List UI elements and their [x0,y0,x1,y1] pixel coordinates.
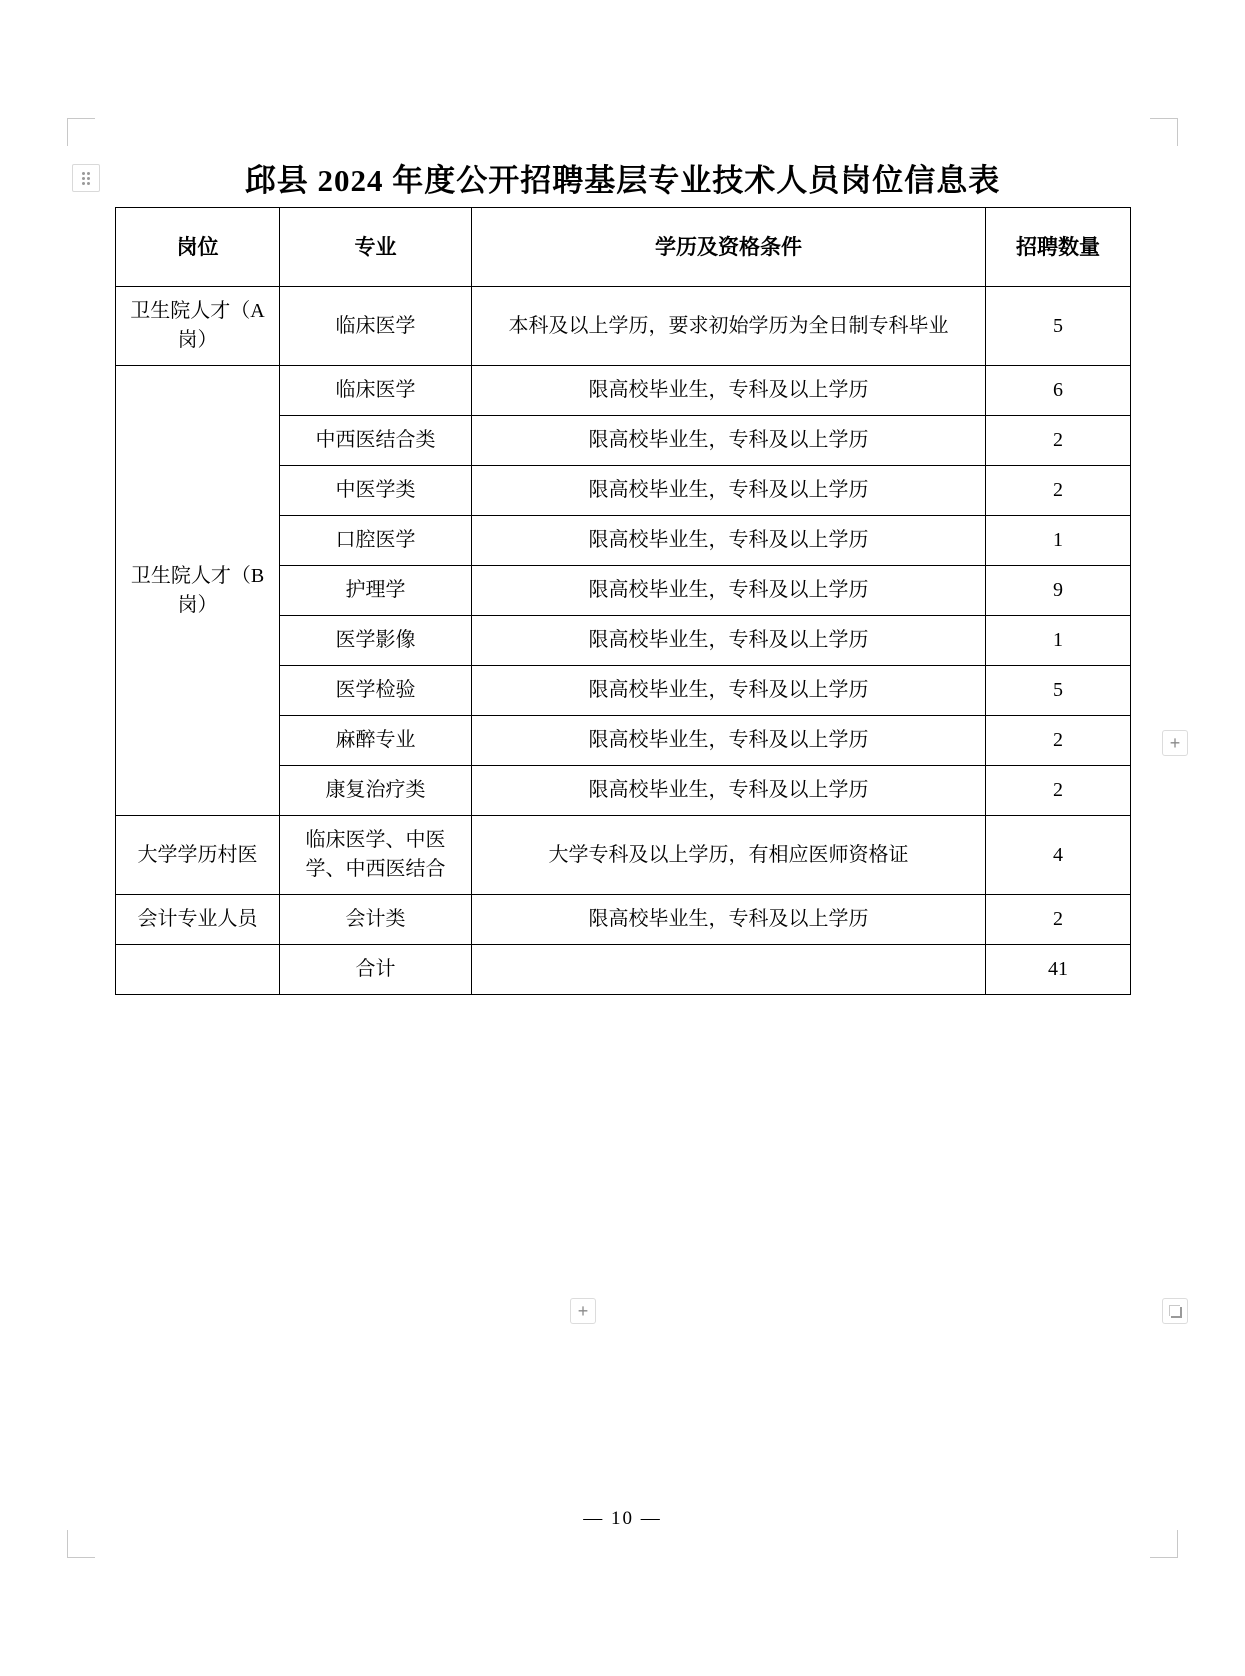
cell-major: 临床医学 [280,287,472,366]
cell-post [116,945,280,995]
resize-table-handle[interactable] [1162,1298,1188,1324]
cell-major: 中西医结合类 [280,416,472,466]
cell-post: 大学学历村医 [116,816,280,895]
cell-qualification: 本科及以上学历，要求初始学历为全日制专科毕业 [472,287,986,366]
cell-qualification: 限高校毕业生，专科及以上学历 [472,566,986,616]
cell-qualification: 限高校毕业生，专科及以上学历 [472,466,986,516]
crop-mark-top-left [67,118,95,146]
table-row [116,287,1131,366]
page-number: — 10 — [583,1508,662,1529]
cell-major: 临床医学、中医学、中西医结合 [280,816,472,895]
column-header-count: 招聘数量 [986,208,1131,287]
cell-major: 护理学 [280,566,472,616]
table-header-row [116,208,1131,287]
cell-major: 医学影像 [280,616,472,666]
cell-count: 2 [986,716,1131,766]
cell-qualification: 限高校毕业生，专科及以上学历 [472,366,986,416]
cell-count: 5 [986,287,1131,366]
cell-qualification: 大学专科及以上学历，有相应医师资格证 [472,816,986,895]
table-row [116,816,1131,895]
table-row-total [116,945,1131,995]
cell-qualification: 限高校毕业生，专科及以上学历 [472,766,986,816]
crop-mark-top-right [1150,118,1178,146]
cell-qualification: 限高校毕业生，专科及以上学历 [472,895,986,945]
cell-major: 麻醉专业 [280,716,472,766]
cell-count: 4 [986,816,1131,895]
add-row-button[interactable]: + [570,1298,596,1324]
cell-post: 卫生院人才（B岗） [116,366,280,816]
cell-count: 1 [986,616,1131,666]
cell-qualification [472,945,986,995]
add-column-button[interactable]: + [1162,730,1188,756]
crop-mark-bottom-left [67,1530,95,1558]
crop-mark-bottom-right [1150,1530,1178,1558]
column-header-major: 专业 [280,208,472,287]
cell-major: 康复治疗类 [280,766,472,816]
cell-count: 5 [986,666,1131,716]
cell-qualification: 限高校毕业生，专科及以上学历 [472,616,986,666]
cell-count: 2 [986,416,1131,466]
cell-post: 卫生院人才（A岗） [116,287,280,366]
cell-count: 2 [986,766,1131,816]
page-title: 邱县 2024 年度公开招聘基层专业技术人员岗位信息表 [244,163,1001,198]
cell-major: 口腔医学 [280,516,472,566]
cell-major: 会计类 [280,895,472,945]
cell-major: 中医学类 [280,466,472,516]
cell-major: 医学检验 [280,666,472,716]
cell-count: 2 [986,895,1131,945]
cell-total-label: 合计 [280,945,472,995]
cell-count: 6 [986,366,1131,416]
column-header-qualification: 学历及资格条件 [472,208,986,287]
cell-major: 临床医学 [280,366,472,416]
cell-qualification: 限高校毕业生，专科及以上学历 [472,716,986,766]
cell-count: 2 [986,466,1131,516]
cell-total-count: 41 [986,945,1131,995]
table-row [116,366,1131,416]
cell-qualification: 限高校毕业生，专科及以上学历 [472,416,986,466]
column-header-post: 岗位 [116,208,280,287]
cell-post: 会计专业人员 [116,895,280,945]
cell-qualification: 限高校毕业生，专科及以上学历 [472,516,986,566]
job-positions-table [115,207,1131,995]
cell-count: 1 [986,516,1131,566]
cell-qualification: 限高校毕业生，专科及以上学历 [472,666,986,716]
cell-count: 9 [986,566,1131,616]
table-body [116,287,1131,995]
table-row [116,895,1131,945]
